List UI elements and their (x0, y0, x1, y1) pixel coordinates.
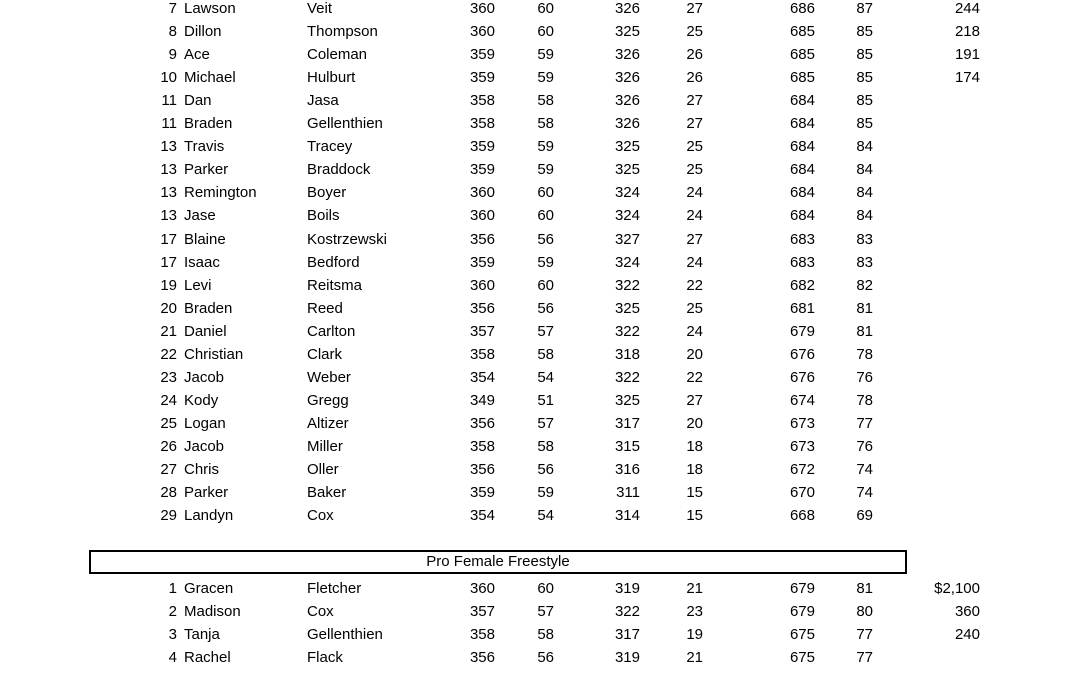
x-count-round1-cell: 51 (537, 391, 554, 409)
x-count-round2-cell: 27 (686, 230, 703, 248)
total-score-cell: 673 (789, 414, 815, 432)
first-name-cell: Daniel (184, 322, 227, 340)
place-cell: 22 (160, 345, 177, 363)
first-name-cell: Lawson (184, 0, 236, 17)
score-round2-cell: 319 (614, 649, 640, 666)
score-round1-cell: 359 (469, 253, 495, 271)
last-name-cell: Gellenthien (307, 626, 383, 643)
first-name-cell: Braden (184, 299, 233, 317)
last-name-cell: Cox (307, 507, 334, 525)
last-name-cell: Tracey (307, 138, 353, 156)
score-round1-cell: 360 (469, 580, 495, 597)
first-name-cell: Jacob (184, 437, 225, 455)
last-name-cell: Fletcher (307, 580, 362, 597)
score-round2-cell: 317 (614, 626, 640, 643)
place-cell: 4 (168, 649, 177, 666)
total-x-cell: 84 (856, 161, 873, 179)
x-count-round1-cell: 60 (537, 0, 554, 17)
first-name-cell: Logan (184, 414, 226, 432)
first-name-cell: Kody (184, 391, 219, 409)
score-round1-cell: 358 (469, 626, 495, 643)
total-x-cell: 74 (856, 484, 873, 502)
total-score-cell: 673 (789, 437, 815, 455)
score-round2-cell: 326 (614, 46, 640, 64)
x-count-round2-cell: 15 (686, 507, 703, 525)
score-round1-cell: 359 (469, 138, 495, 156)
x-count-round1-cell: 59 (537, 484, 554, 502)
table-row (0, 297, 1080, 320)
score-round2-cell: 318 (614, 345, 640, 363)
x-count-round1-cell: 54 (537, 507, 554, 525)
payout-cell: 191 (954, 46, 980, 64)
total-score-cell: 674 (789, 391, 815, 409)
total-score-cell: 676 (789, 345, 815, 363)
total-x-cell: 83 (856, 230, 873, 248)
last-name-cell: Bedford (307, 253, 360, 271)
first-name-cell: Remington (184, 184, 257, 202)
x-count-round2-cell: 20 (686, 345, 703, 363)
x-count-round1-cell: 60 (537, 184, 554, 202)
last-name-cell: Braddock (307, 161, 371, 179)
score-round2-cell: 324 (614, 207, 640, 225)
total-x-cell: 82 (856, 276, 873, 294)
total-score-cell: 668 (789, 507, 815, 525)
payout-cell: 244 (954, 0, 980, 17)
x-count-round2-cell: 21 (686, 580, 703, 597)
x-count-round1-cell: 56 (537, 649, 554, 666)
last-name-cell: Oller (307, 461, 339, 478)
x-count-round2-cell: 25 (686, 161, 703, 179)
first-name-cell: Christian (184, 345, 244, 363)
x-count-round1-cell: 60 (537, 580, 554, 597)
first-name-cell: Braden (184, 115, 233, 133)
x-count-round2-cell: 24 (686, 322, 703, 340)
table-row (0, 0, 1080, 20)
total-score-cell: 685 (789, 69, 815, 87)
table-row (0, 228, 1080, 251)
place-cell: 8 (168, 23, 177, 41)
x-count-round1-cell: 56 (537, 299, 554, 317)
score-round1-cell: 357 (469, 603, 495, 620)
total-x-cell: 85 (856, 115, 873, 133)
x-count-round1-cell: 58 (537, 345, 554, 363)
score-round1-cell: 358 (469, 92, 495, 110)
place-cell: 10 (160, 69, 177, 87)
total-x-cell: 84 (856, 184, 873, 202)
table-row (0, 458, 1080, 481)
x-count-round1-cell: 58 (537, 626, 554, 643)
score-round1-cell: 356 (469, 299, 495, 317)
section-title: Pro Female Freestyle (426, 553, 570, 570)
score-round2-cell: 324 (614, 184, 640, 202)
total-x-cell: 81 (856, 580, 873, 597)
first-name-cell: Chris (184, 461, 220, 478)
x-count-round2-cell: 18 (686, 437, 703, 455)
table-row (0, 366, 1080, 389)
score-round1-cell: 356 (469, 649, 495, 666)
x-count-round2-cell: 22 (686, 276, 703, 294)
score-round1-cell: 356 (469, 230, 495, 248)
x-count-round2-cell: 27 (686, 92, 703, 110)
total-x-cell: 77 (856, 626, 873, 643)
x-count-round2-cell: 24 (686, 207, 703, 225)
place-cell: 26 (160, 437, 177, 455)
x-count-round1-cell: 54 (537, 368, 554, 386)
place-cell: 7 (168, 0, 177, 17)
total-score-cell: 676 (789, 368, 815, 386)
last-name-cell: Reed (307, 299, 343, 317)
x-count-round2-cell: 15 (686, 484, 703, 502)
last-name-cell: Hulburt (307, 69, 356, 87)
score-round1-cell: 359 (469, 69, 495, 87)
last-name-cell: Flack (307, 649, 343, 666)
x-count-round1-cell: 59 (537, 69, 554, 87)
payout-cell: $2,100 (934, 580, 980, 597)
place-cell: 25 (160, 414, 177, 432)
payout-cell: 174 (954, 69, 980, 87)
last-name-cell: Thompson (307, 23, 378, 41)
first-name-cell: Tanja (184, 626, 220, 643)
score-round2-cell: 325 (614, 23, 640, 41)
total-x-cell: 77 (856, 649, 873, 666)
place-cell: 20 (160, 299, 177, 317)
table-row (0, 435, 1080, 458)
total-x-cell: 78 (856, 345, 873, 363)
total-score-cell: 684 (789, 115, 815, 133)
score-round2-cell: 326 (614, 92, 640, 110)
first-name-cell: Dillon (184, 23, 222, 41)
x-count-round2-cell: 21 (686, 649, 703, 666)
score-round2-cell: 322 (614, 322, 640, 340)
x-count-round1-cell: 59 (537, 161, 554, 179)
total-x-cell: 85 (856, 23, 873, 41)
place-cell: 1 (168, 580, 177, 597)
first-name-cell: Landyn (184, 507, 234, 525)
total-score-cell: 681 (789, 299, 815, 317)
table-row (0, 412, 1080, 435)
score-round2-cell: 316 (614, 461, 640, 478)
total-score-cell: 686 (789, 0, 815, 17)
place-cell: 17 (160, 230, 177, 248)
score-round1-cell: 360 (469, 207, 495, 225)
last-name-cell: Veit (307, 0, 333, 17)
section-header-pro-female-freestyle (89, 550, 907, 574)
x-count-round2-cell: 25 (686, 299, 703, 317)
last-name-cell: Altizer (307, 414, 349, 432)
x-count-round2-cell: 24 (686, 184, 703, 202)
place-cell: 13 (160, 161, 177, 179)
total-x-cell: 87 (856, 0, 873, 17)
total-x-cell: 81 (856, 322, 873, 340)
score-round2-cell: 322 (614, 603, 640, 620)
last-name-cell: Reitsma (307, 276, 363, 294)
total-score-cell: 684 (789, 184, 815, 202)
table-row (0, 646, 1080, 669)
last-name-cell: Gellenthien (307, 115, 383, 133)
score-round2-cell: 325 (614, 138, 640, 156)
x-count-round1-cell: 57 (537, 414, 554, 432)
last-name-cell: Coleman (307, 46, 368, 64)
total-score-cell: 684 (789, 161, 815, 179)
total-x-cell: 76 (856, 437, 873, 455)
place-cell: 21 (160, 322, 177, 340)
table-row (0, 181, 1080, 204)
place-cell: 19 (160, 276, 177, 294)
last-name-cell: Carlton (307, 322, 356, 340)
x-count-round2-cell: 19 (686, 626, 703, 643)
score-round2-cell: 322 (614, 368, 640, 386)
x-count-round2-cell: 27 (686, 0, 703, 17)
place-cell: 13 (160, 184, 177, 202)
x-count-round2-cell: 25 (686, 138, 703, 156)
score-round1-cell: 360 (469, 184, 495, 202)
score-round1-cell: 359 (469, 484, 495, 502)
score-round2-cell: 315 (614, 437, 640, 455)
first-name-cell: Isaac (184, 253, 220, 271)
score-round2-cell: 327 (614, 230, 640, 248)
x-count-round1-cell: 60 (537, 23, 554, 41)
payout-cell: 240 (954, 626, 980, 643)
total-score-cell: 685 (789, 23, 815, 41)
last-name-cell: Jasa (307, 92, 339, 110)
x-count-round1-cell: 59 (537, 46, 554, 64)
x-count-round1-cell: 59 (537, 253, 554, 271)
total-score-cell: 682 (789, 276, 815, 294)
x-count-round1-cell: 57 (537, 603, 554, 620)
x-count-round1-cell: 56 (537, 230, 554, 248)
first-name-cell: Ace (184, 46, 210, 64)
score-round1-cell: 356 (469, 414, 495, 432)
x-count-round1-cell: 58 (537, 92, 554, 110)
score-round1-cell: 360 (469, 0, 495, 17)
x-count-round2-cell: 26 (686, 46, 703, 64)
first-name-cell: Gracen (184, 580, 234, 597)
table-row (0, 20, 1080, 43)
place-cell: 24 (160, 391, 177, 409)
x-count-round2-cell: 27 (686, 115, 703, 133)
score-round2-cell: 311 (616, 484, 640, 502)
table-row (0, 343, 1080, 366)
table-row (0, 251, 1080, 274)
table-row (0, 66, 1080, 89)
score-round2-cell: 325 (614, 161, 640, 179)
last-name-cell: Miller (307, 437, 343, 455)
total-x-cell: 84 (856, 207, 873, 225)
place-cell: 29 (160, 507, 177, 525)
table-row (0, 577, 1080, 600)
last-name-cell: Gregg (307, 391, 349, 409)
score-round2-cell: 326 (614, 0, 640, 17)
score-round2-cell: 317 (614, 414, 640, 432)
total-score-cell: 679 (789, 322, 815, 340)
table-row (0, 135, 1080, 158)
total-x-cell: 80 (856, 603, 873, 620)
x-count-round2-cell: 20 (686, 414, 703, 432)
total-x-cell: 77 (856, 414, 873, 432)
first-name-cell: Parker (184, 161, 229, 179)
total-x-cell: 69 (856, 507, 873, 525)
score-round2-cell: 326 (614, 115, 640, 133)
last-name-cell: Boyer (307, 184, 347, 202)
last-name-cell: Clark (307, 345, 343, 363)
payout-cell: 218 (954, 23, 980, 41)
table-row (0, 504, 1080, 527)
last-name-cell: Weber (307, 368, 351, 386)
first-name-cell: Parker (184, 484, 229, 502)
first-name-cell: Blaine (184, 230, 226, 248)
total-score-cell: 685 (789, 46, 815, 64)
place-cell: 27 (160, 461, 177, 478)
score-round1-cell: 357 (469, 322, 495, 340)
total-score-cell: 679 (789, 580, 815, 597)
x-count-round1-cell: 58 (537, 115, 554, 133)
place-cell: 9 (168, 46, 177, 64)
x-count-round1-cell: 56 (537, 461, 554, 478)
score-round2-cell: 326 (614, 69, 640, 87)
total-x-cell: 74 (856, 461, 873, 478)
total-score-cell: 683 (789, 253, 815, 271)
x-count-round2-cell: 27 (686, 391, 703, 409)
last-name-cell: Kostrzewski (307, 230, 388, 248)
x-count-round2-cell: 26 (686, 69, 703, 87)
place-cell: 17 (160, 253, 177, 271)
score-round2-cell: 314 (614, 507, 640, 525)
total-score-cell: 675 (789, 649, 815, 666)
table-row (0, 204, 1080, 227)
table-row (0, 112, 1080, 135)
table-row (0, 389, 1080, 412)
table-row (0, 600, 1080, 623)
total-score-cell: 684 (789, 207, 815, 225)
score-round1-cell: 356 (469, 461, 495, 478)
total-score-cell: 675 (789, 626, 815, 643)
total-score-cell: 684 (789, 92, 815, 110)
total-x-cell: 83 (856, 253, 873, 271)
place-cell: 11 (161, 115, 177, 133)
total-x-cell: 84 (856, 138, 873, 156)
place-cell: 3 (168, 626, 177, 643)
score-round2-cell: 322 (614, 276, 640, 294)
x-count-round2-cell: 18 (686, 461, 703, 478)
score-round1-cell: 354 (469, 368, 495, 386)
total-score-cell: 683 (789, 230, 815, 248)
total-x-cell: 81 (856, 299, 873, 317)
first-name-cell: Jacob (184, 368, 225, 386)
table-row (0, 43, 1080, 66)
first-name-cell: Madison (184, 603, 241, 620)
place-cell: 13 (160, 207, 177, 225)
first-name-cell: Michael (184, 69, 236, 87)
total-score-cell: 679 (789, 603, 815, 620)
score-round1-cell: 360 (469, 23, 495, 41)
first-name-cell: Dan (184, 92, 212, 110)
score-round1-cell: 354 (469, 507, 495, 525)
score-round2-cell: 325 (614, 299, 640, 317)
last-name-cell: Boils (307, 207, 340, 225)
first-name-cell: Levi (184, 276, 212, 294)
total-x-cell: 85 (856, 92, 873, 110)
total-x-cell: 85 (856, 69, 873, 87)
last-name-cell: Cox (307, 603, 334, 620)
place-cell: 28 (160, 484, 177, 502)
total-x-cell: 76 (856, 368, 873, 386)
table-row (0, 89, 1080, 112)
score-round1-cell: 359 (469, 161, 495, 179)
table-row (0, 158, 1080, 181)
table-row (0, 274, 1080, 297)
x-count-round1-cell: 60 (537, 207, 554, 225)
x-count-round1-cell: 57 (537, 322, 554, 340)
x-count-round2-cell: 23 (686, 603, 703, 620)
payout-cell: 360 (954, 603, 980, 620)
total-score-cell: 670 (789, 484, 815, 502)
place-cell: 13 (160, 138, 177, 156)
score-round2-cell: 324 (614, 253, 640, 271)
score-round1-cell: 358 (469, 437, 495, 455)
x-count-round1-cell: 59 (537, 138, 554, 156)
table-row (0, 623, 1080, 646)
total-x-cell: 78 (856, 391, 873, 409)
place-cell: 2 (168, 603, 177, 620)
score-round2-cell: 325 (614, 391, 640, 409)
score-round1-cell: 359 (469, 46, 495, 64)
score-round2-cell: 319 (614, 580, 640, 597)
place-cell: 11 (161, 92, 177, 110)
last-name-cell: Baker (307, 484, 347, 502)
total-x-cell: 85 (856, 46, 873, 64)
x-count-round1-cell: 58 (537, 437, 554, 455)
x-count-round1-cell: 60 (537, 276, 554, 294)
table-row (0, 320, 1080, 343)
first-name-cell: Travis (184, 138, 225, 156)
place-cell: 23 (160, 368, 177, 386)
score-round1-cell: 360 (469, 276, 495, 294)
table-row (0, 481, 1080, 504)
total-score-cell: 672 (789, 461, 815, 478)
score-round1-cell: 349 (469, 391, 495, 409)
x-count-round2-cell: 24 (686, 253, 703, 271)
x-count-round2-cell: 25 (686, 23, 703, 41)
first-name-cell: Rachel (184, 649, 231, 666)
total-score-cell: 684 (789, 138, 815, 156)
score-round1-cell: 358 (469, 115, 495, 133)
score-round1-cell: 358 (469, 345, 495, 363)
first-name-cell: Jase (184, 207, 216, 225)
x-count-round2-cell: 22 (686, 368, 703, 386)
